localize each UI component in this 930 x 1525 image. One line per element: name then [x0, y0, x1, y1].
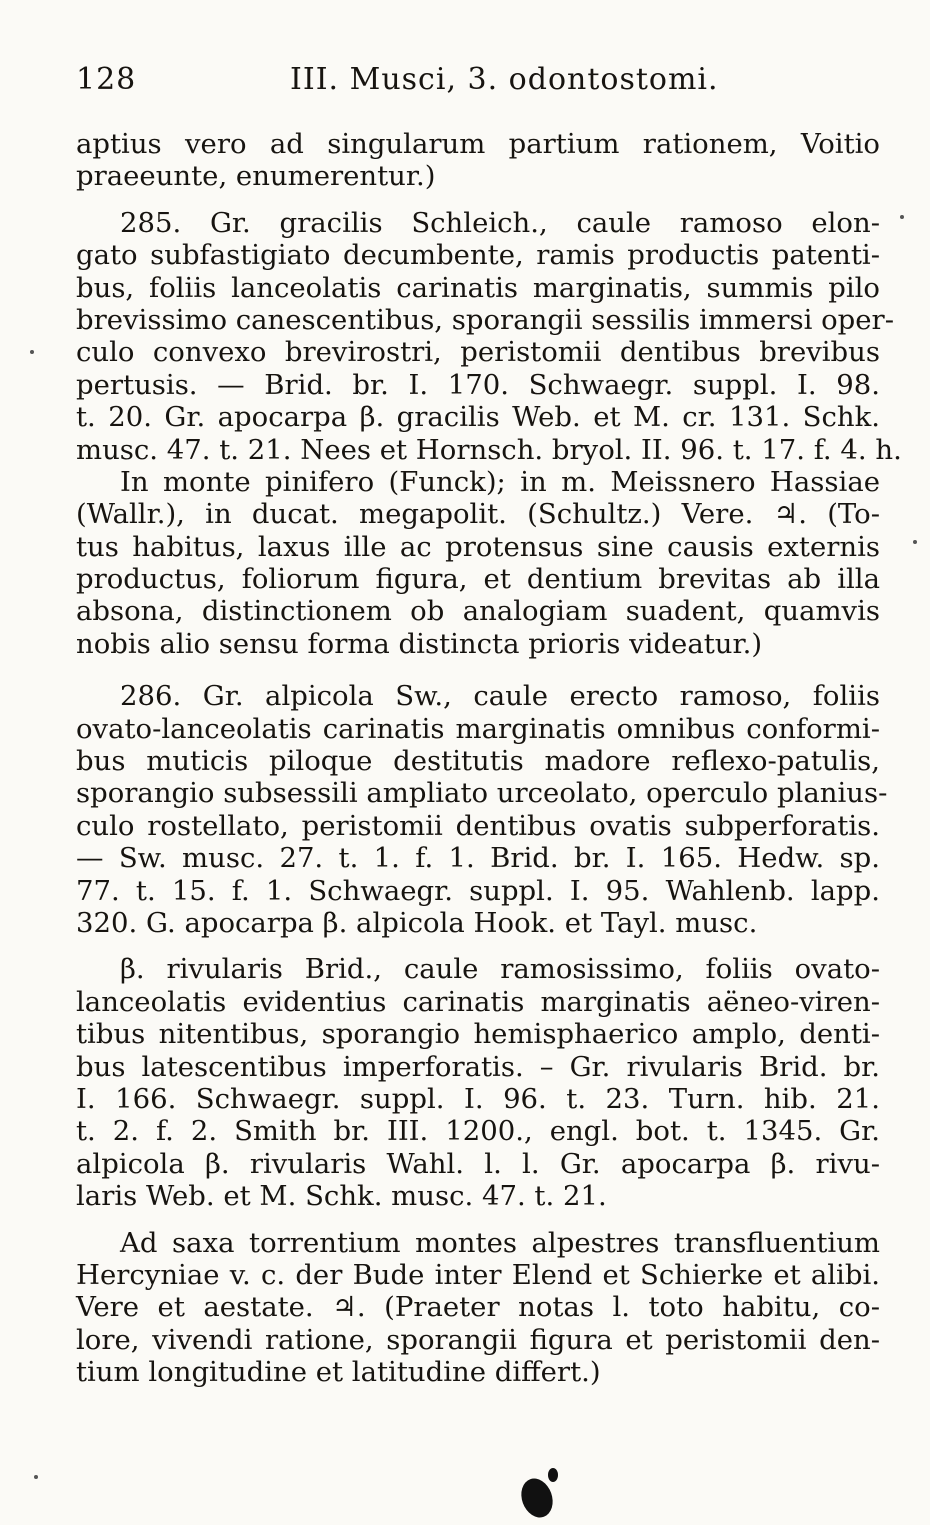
text-line: 77. t. 15. f. 1. Schwaegr. suppl. I. 95. Wahlenb. lapp.: [76, 874, 880, 907]
text-line: ovato-lanceolatis carinatis marginatis omnibus conformi-: [76, 712, 880, 745]
text-line: tium longitudine et latitudine differt.): [76, 1356, 601, 1389]
text-line: — Sw. musc. 27. t. 1. f. 1. Brid. br. I. 165. Hedw. sp.: [76, 842, 880, 875]
text-line: culo convexo brevirostri, peristomii dentibus brevibus: [76, 336, 880, 369]
text-line: lanceolatis evidentius carinatis marginatis aëneo-viren-: [76, 985, 880, 1018]
text-line: bus, foliis lanceolatis carinatis marginatis, summis pilo: [76, 271, 880, 304]
text-line: alpicola β. rivularis Wahl. l. l. Gr. apocarpa β. rivu-: [76, 1147, 880, 1180]
text-line: absona, distinctionem ob analogiam suadent, quamvis: [76, 595, 880, 628]
text-line: bus muticis piloque destitutis madore reflexo-patulis,: [76, 745, 880, 778]
ink-blot: [548, 1468, 558, 1482]
text-line: Vere et aestate. ♃. (Praeter notas l. toto habitu, co-: [76, 1291, 880, 1324]
text-line: Hercyniae v. c. der Bude inter Elend et Schierke et alibi.: [76, 1258, 880, 1291]
text-line: nobis alio sensu forma distincta prioris videatur.): [76, 627, 763, 660]
text-line: laris Web. et M. Schk. musc. 47. t. 21.: [76, 1180, 607, 1213]
text-line: t. 2. f. 2. Smith br. III. 1200., engl. bot. t. 1345. Gr.: [76, 1115, 880, 1148]
text-line: 285. Gr. gracilis Schleich., caule ramoso elon-: [120, 206, 880, 239]
text-line: musc. 47. t. 21. Nees et Hornsch. bryol. II. 96. t. 17. f. 4. h.: [76, 433, 902, 466]
paper-speck: [30, 350, 34, 354]
text-line: productus, foliorum figura, et dentium brevitas ab illa: [76, 563, 880, 596]
body-text: [76, 128, 902, 1389]
text-line: In monte pinifero (Funck); in m. Meissnero Hassiae: [120, 465, 880, 498]
text-line: β. rivularis Brid., caule ramosissimo, foliis ovato-: [120, 953, 880, 986]
entry-286: [76, 680, 888, 939]
text-line: lore, vivendi ratione, sporangii figura et peristomii den-: [76, 1323, 880, 1356]
intro-paragraph: [76, 128, 880, 193]
text-line: tibus nitentibus, sporangio hemisphaerico amplo, denti-: [76, 1018, 880, 1051]
text-line: t. 20. Gr. apocarpa β. gracilis Web. et M. cr. 131. Schk.: [76, 401, 880, 434]
page-header: [76, 62, 876, 102]
habitat-paragraph: [76, 1227, 880, 1389]
running-head: III. Musci, 3. odontostomi.: [290, 62, 719, 97]
paper-speck: [900, 215, 904, 219]
text-line: tus habitus, laxus ille ac protensus sine causis externis: [76, 530, 880, 563]
paper-speck: [913, 540, 917, 544]
text-line: I. 166. Schwaegr. suppl. I. 96. t. 23. Turn. hib. 21.: [76, 1082, 880, 1115]
paper-speck: [34, 1475, 38, 1479]
text-line: 320. G. apocarpa β. alpicola Hook. et Tayl. musc.: [76, 906, 758, 939]
text-line: bus latescentibus imperforatis. – Gr. rivularis Brid. br.: [76, 1050, 880, 1083]
text-line: praeeunte, enumerentur.): [76, 160, 436, 193]
text-line: pertusis. — Brid. br. I. 170. Schwaegr. suppl. I. 98.: [76, 368, 880, 401]
text-line: (Wallr.), in ducat. megapolit. (Schultz.) Vere. ♃. (To-: [76, 498, 880, 531]
text-line: 286. Gr. alpicola Sw., caule erecto ramoso, foliis: [120, 680, 880, 713]
text-line: aptius vero ad singularum partium rationem, Voitio: [76, 128, 880, 160]
text-line: gato subfastigiato decumbente, ramis productis patenti-: [76, 239, 880, 272]
text-line: brevissimo canescentibus, sporangii sessilis immersi oper-: [76, 303, 894, 336]
text-line: culo rostellato, peristomii dentibus ovatis subperforatis.: [76, 809, 880, 842]
variety-beta: [76, 953, 880, 1212]
text-line: sporangio subsessili ampliato urceolato, operculo planius-: [76, 777, 888, 810]
entry-285: [76, 206, 902, 660]
text-line: Ad saxa torrentium montes alpestres transfluentium: [120, 1226, 880, 1259]
page-number: 128: [76, 62, 137, 97]
